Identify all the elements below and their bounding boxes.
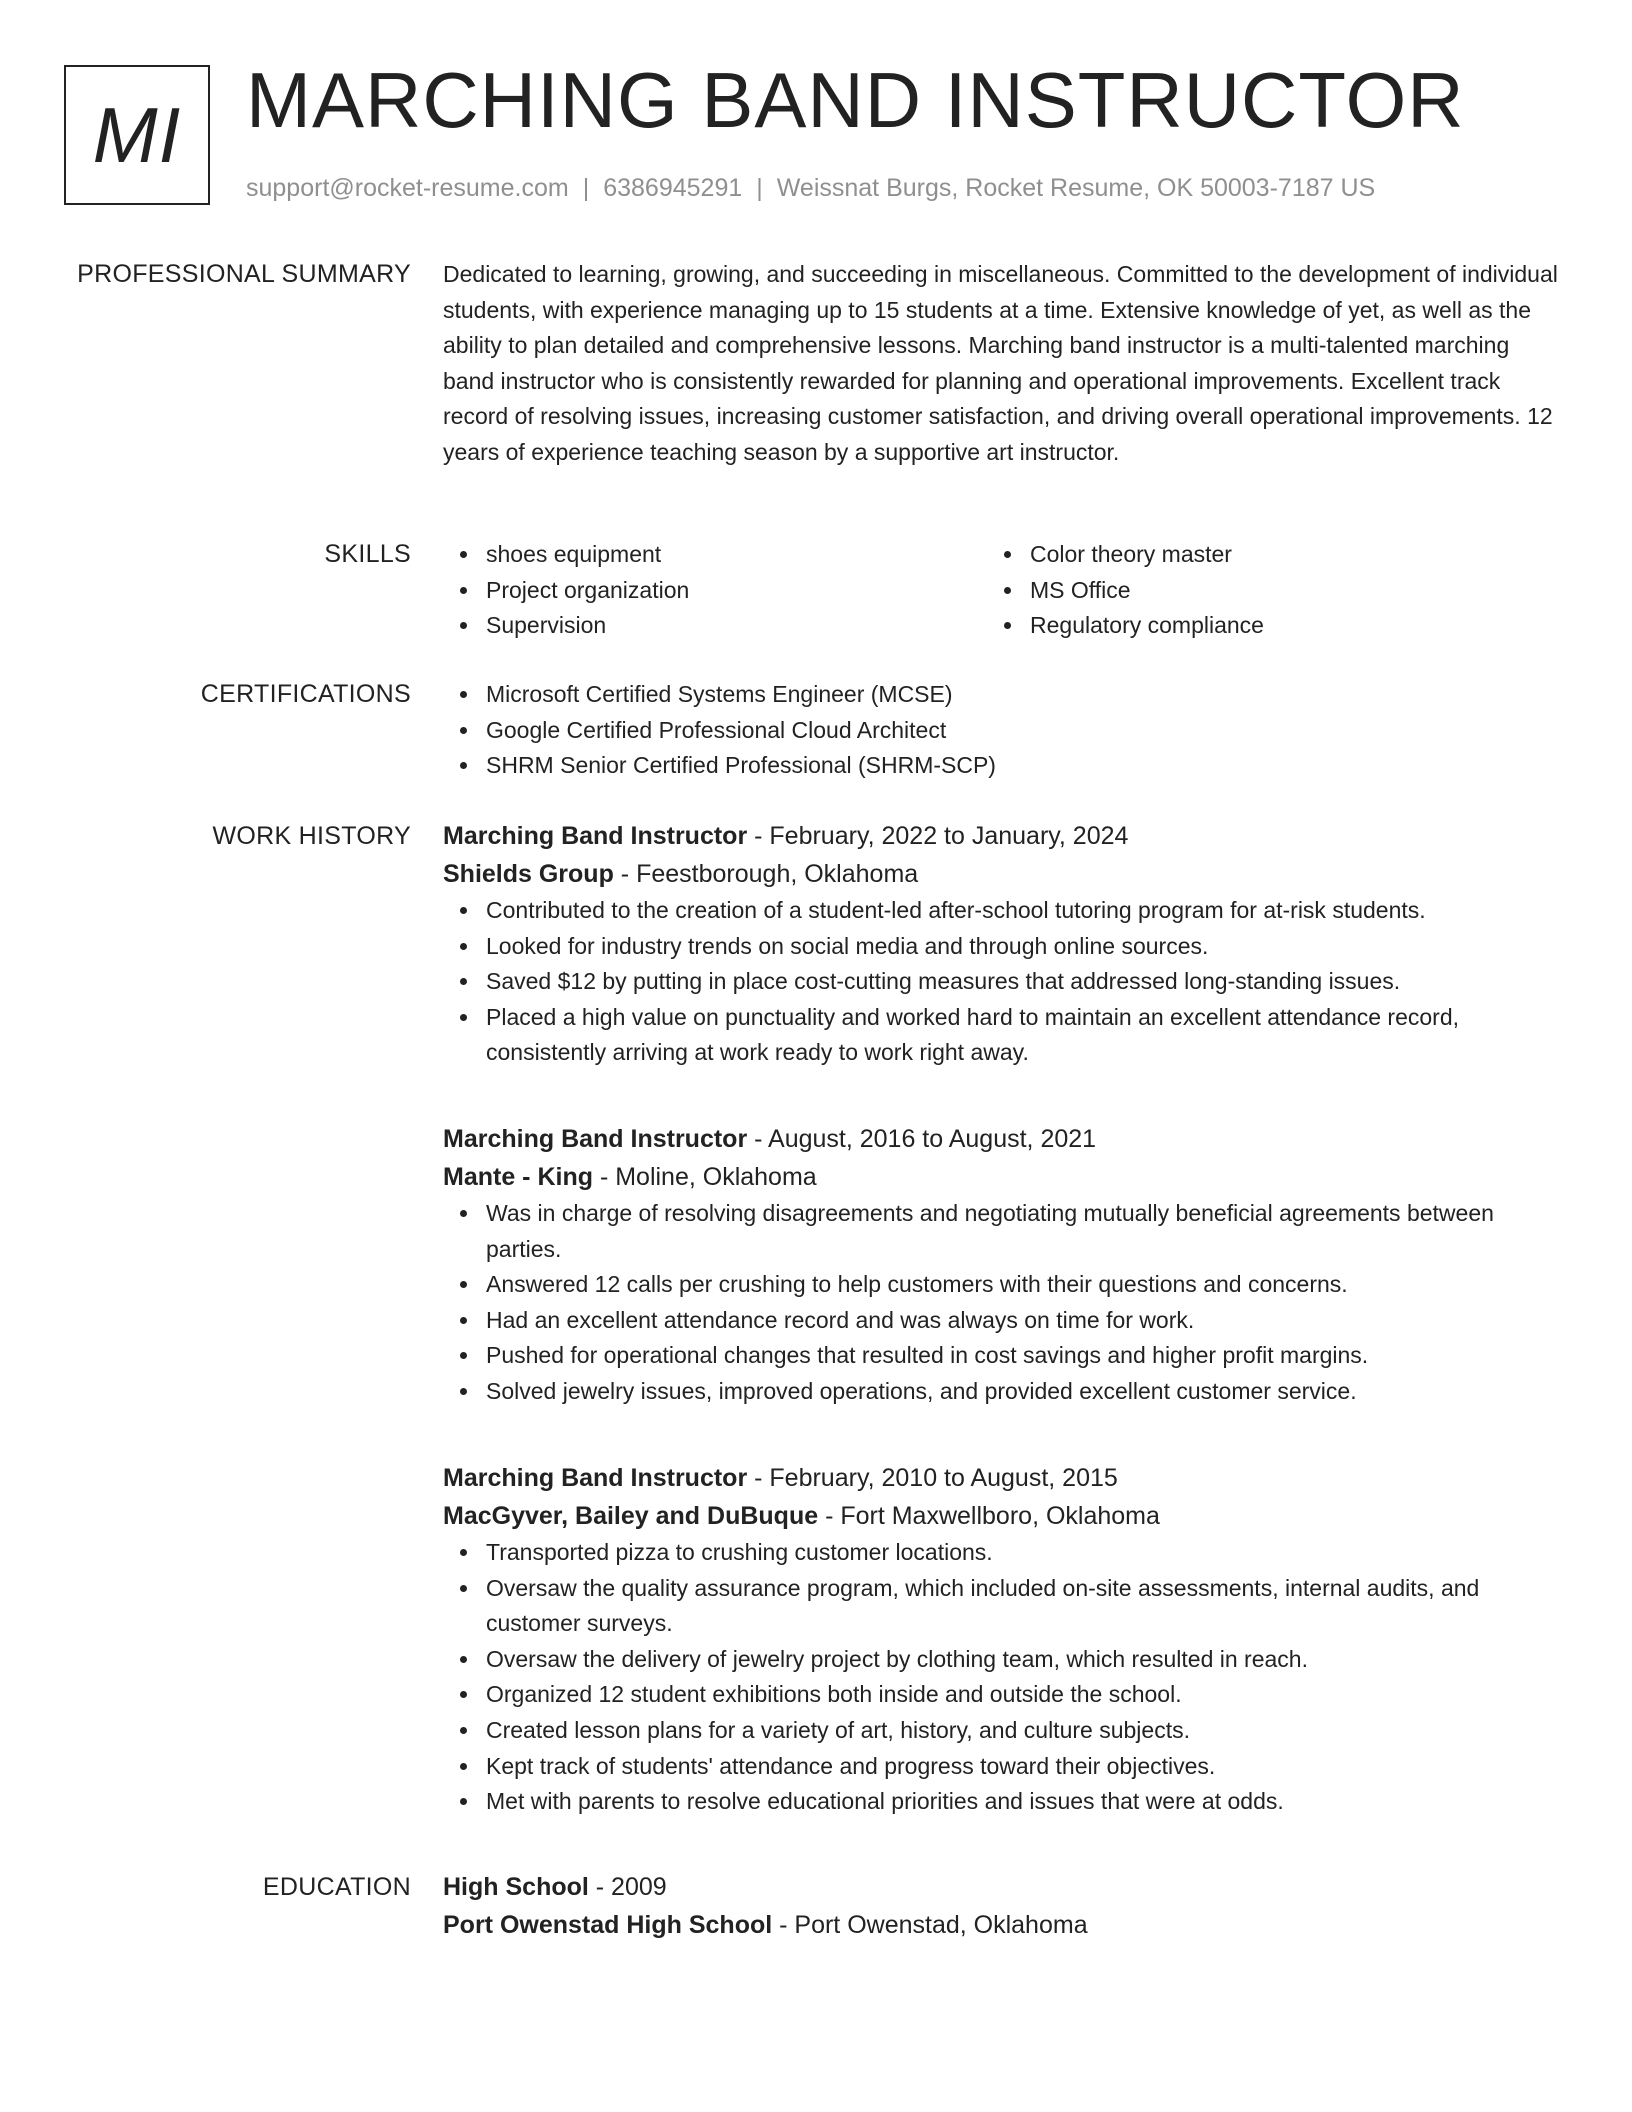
skill-item: MS Office [987, 573, 1531, 609]
skill-item: Regulatory compliance [987, 608, 1531, 644]
summary-text: Dedicated to learning, growing, and succeeding in miscellaneous. Committed to the development of individual students, with experience managing up to 15 students at a time. Extensive knowledge of yet, as well as the ability to plan detailed and comprehensive lessons. Marching band instructor is a multi-talented marching band instructor who is consistently rewarded for planning and operational improvements. Excellent track record of resolving issues, increasing customer satisfaction, and driving overall operational improvements. 12 years of experience teaching season by a supportive art instructor. [443, 261, 1558, 465]
skill-item: Color theory master [987, 537, 1531, 573]
job-bullet: Oversaw the quality assurance program, which included on-site assessments, internal audits, and customer surveys. [443, 1571, 1558, 1642]
section-label-work-history: WORK HISTORY [212, 822, 411, 850]
education-degree: High School [443, 1873, 589, 1901]
job-entry [443, 817, 1558, 1071]
monogram-logo: MI [64, 65, 210, 205]
education-degree-line [443, 1868, 1558, 1906]
job-bullet: Kept track of students' attendance and progress toward their objectives. [443, 1749, 1558, 1785]
summary-section [443, 257, 1558, 471]
job-bullet: Solved jewelry issues, improved operations, and provided excellent customer service. [443, 1374, 1558, 1410]
job-dates: - August, 2016 to August, 2021 [747, 1125, 1097, 1153]
contact-separator: | [582, 174, 590, 202]
section-label-skills: SKILLS [324, 540, 411, 568]
skills-column-1 [443, 537, 987, 644]
certification-item: SHRM Senior Certified Professional (SHRM-SCP) [443, 748, 1558, 784]
job-bullet: Looked for industry trends on social media and through online sources. [443, 929, 1558, 965]
job-bullet: Placed a high value on punctuality and worked hard to maintain an excellent attendance record, consistently arriving at work ready to work right away. [443, 1000, 1558, 1071]
contact-line [246, 172, 1375, 204]
skills-grid [443, 537, 1558, 644]
job-title-line [443, 1120, 1558, 1158]
job-bullet: Met with parents to resolve educational priorities and issues that were at odds. [443, 1784, 1558, 1820]
job-title: Marching Band Instructor [443, 1464, 748, 1492]
job-company-line [443, 1158, 1558, 1196]
job-bullet: Answered 12 calls per crushing to help customers with their questions and concerns. [443, 1267, 1558, 1303]
skills-section [443, 537, 1558, 644]
job-company: Mante - King [443, 1163, 593, 1191]
job-company-line [443, 855, 1558, 893]
skill-item: shoes equipment [443, 537, 987, 573]
education-location: - Port Owenstad, Oklahoma [772, 1911, 1088, 1939]
job-title-line [443, 817, 1558, 855]
job-entry [443, 1459, 1558, 1820]
section-label-certifications: CERTIFICATIONS [200, 680, 411, 708]
job-bullet: Had an excellent attendance record and was always on time for work. [443, 1303, 1558, 1339]
job-dates: - February, 2022 to January, 2024 [747, 822, 1129, 850]
job-company: Shields Group [443, 860, 614, 888]
job-bullet: Contributed to the creation of a student-led after-school tutoring program for at-risk students. [443, 893, 1558, 929]
job-bullet: Pushed for operational changes that resulted in cost savings and higher profit margins. [443, 1338, 1558, 1374]
job-entry [443, 1120, 1558, 1410]
skill-item: Supervision [443, 608, 987, 644]
job-bullet: Organized 12 student exhibitions both inside and outside the school. [443, 1677, 1558, 1713]
skills-column-2 [987, 537, 1531, 644]
job-bullet: Transported pizza to crushing customer locations. [443, 1535, 1558, 1571]
education-school: Port Owenstad High School [443, 1911, 773, 1939]
job-location: - Feestborough, Oklahoma [613, 860, 919, 888]
job-location: - Moline, Oklahoma [593, 1163, 817, 1191]
education-year: - 2009 [588, 1873, 667, 1901]
job-bullet: Saved $12 by putting in place cost-cutting measures that addressed long-standing issues. [443, 964, 1558, 1000]
skill-item: Project organization [443, 573, 987, 609]
job-bullets [443, 1535, 1558, 1820]
resume-name: MARCHING BAND INSTRUCTOR [246, 56, 1465, 144]
job-dates: - February, 2010 to August, 2015 [747, 1464, 1118, 1492]
certifications-list [443, 677, 1558, 784]
job-bullet: Oversaw the delivery of jewelry project by clothing team, which resulted in reach. [443, 1642, 1558, 1678]
certifications-section [443, 677, 1558, 784]
job-bullet: Created lesson plans for a variety of art, history, and culture subjects. [443, 1713, 1558, 1749]
education-section [443, 1868, 1558, 1944]
contact-phone: 6386945291 [603, 174, 743, 202]
section-label-education: EDUCATION [262, 1873, 411, 1901]
job-bullets [443, 893, 1558, 1071]
job-company: MacGyver, Bailey and DuBuque [443, 1502, 819, 1530]
education-school-line [443, 1906, 1558, 1944]
contact-separator: | [756, 174, 763, 202]
section-label-summary: PROFESSIONAL SUMMARY [77, 260, 411, 288]
certification-item: Google Certified Professional Cloud Architect [443, 713, 1558, 749]
contact-email: support@rocket-resume.com [246, 174, 569, 202]
job-location: - Fort Maxwellboro, Oklahoma [818, 1502, 1160, 1530]
contact-address: Weissnat Burgs, Rocket Resume, OK 50003-7187 US [776, 174, 1376, 202]
job-title: Marching Band Instructor [443, 1125, 748, 1153]
job-bullet: Was in charge of resolving disagreements and negotiating mutually beneficial agreements between parties. [443, 1196, 1558, 1267]
job-title: Marching Band Instructor [443, 822, 748, 850]
job-company-line [443, 1497, 1558, 1535]
job-bullets [443, 1196, 1558, 1410]
certification-item: Microsoft Certified Systems Engineer (MCSE) [443, 677, 1558, 713]
job-title-line [443, 1459, 1558, 1497]
